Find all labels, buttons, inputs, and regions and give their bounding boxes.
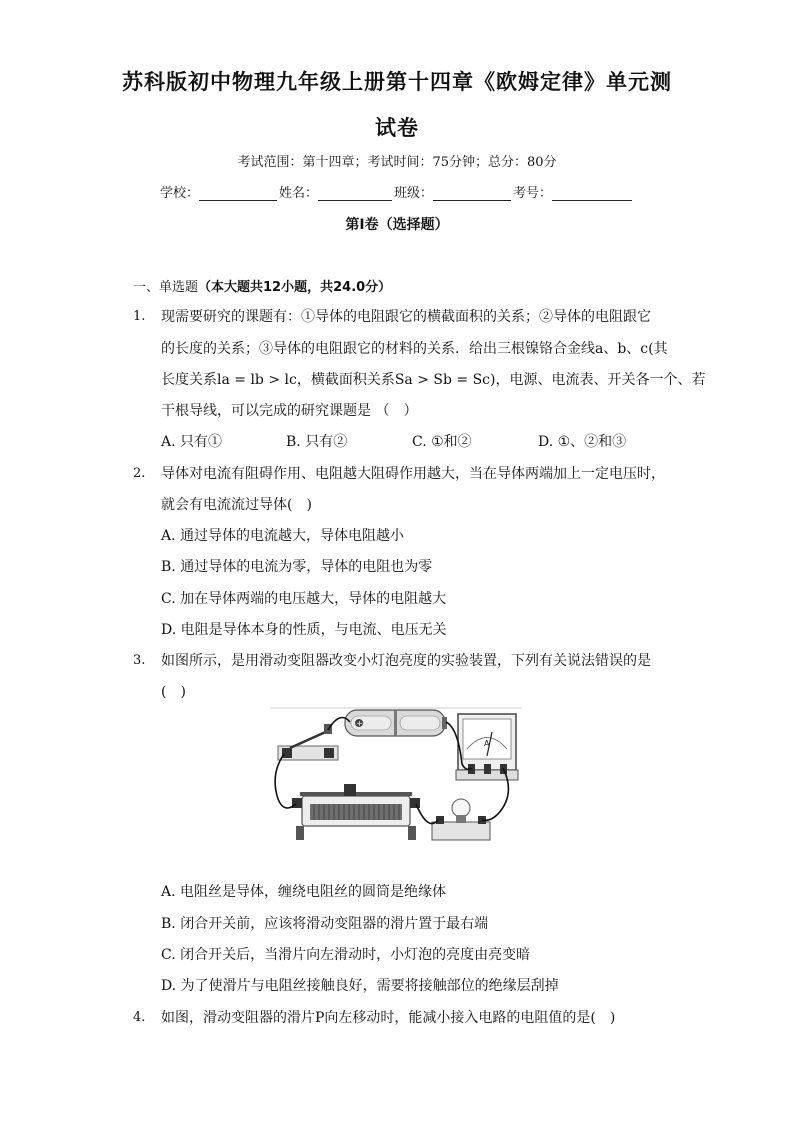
ammeter bbox=[456, 714, 518, 780]
document-title-line2: 试卷 bbox=[375, 116, 419, 140]
question-1-line-4: 干根导线，可以完成的研究课题是 （ ） bbox=[161, 403, 418, 419]
question-1-option-b[interactable]: B. 只有② bbox=[286, 434, 348, 450]
question-number: 2. bbox=[133, 466, 146, 481]
question-4-line-1: 如图，滑动变阻器的滑片P向左移动时，能减小接入电路的电阻值的是( ) bbox=[161, 1010, 616, 1026]
question-2-option-b[interactable]: B. 通过导体的电流为零，导体的电阻也为零 bbox=[161, 559, 433, 575]
question-3-option-a[interactable]: A. 电阻丝是导体，缠绕电阻丝的圆筒是绝缘体 bbox=[161, 884, 447, 900]
circuit-apparatus-figure bbox=[270, 704, 522, 852]
question-1-option-c[interactable]: C. ①和② bbox=[412, 434, 472, 450]
number-label: 考号： bbox=[513, 186, 553, 201]
question-1-line-1: 现需要研究的课题有：①导体的电阻跟它的横截面积的关系；②导体的电阻跟它 bbox=[161, 309, 651, 325]
battery-pack bbox=[345, 710, 447, 736]
question-number: 3. bbox=[133, 653, 146, 668]
question-3-option-c[interactable]: C. 闭合开关后，当滑片向左滑动时，小灯泡的亮度由亮变暗 bbox=[161, 947, 531, 963]
number-blank[interactable] bbox=[552, 186, 632, 201]
name-label: 姓名： bbox=[278, 186, 318, 201]
question-3-option-b[interactable]: B. 闭合开关前，应该将滑动变阻器的滑片置于最右端 bbox=[161, 916, 489, 932]
document-title-line1: 苏科版初中物理九年级上册第十四章《欧姆定律》单元测 bbox=[122, 70, 672, 94]
school-label: 学校： bbox=[159, 186, 199, 201]
question-3-option-d[interactable]: D. 为了使滑片与电阻丝接触良好，需要将接触部位的绝缘层刮掉 bbox=[161, 978, 559, 994]
question-1-option-d[interactable]: D. ①、②和③ bbox=[538, 434, 627, 450]
question-2-option-c[interactable]: C. 加在导体两端的电压越大，导体的电阻越大 bbox=[161, 591, 447, 607]
question-number: 4. bbox=[133, 1010, 146, 1025]
section-label: 一、单选题 bbox=[133, 280, 199, 295]
class-blank[interactable] bbox=[433, 186, 511, 201]
battery-plus-label: + bbox=[356, 719, 363, 728]
exam-info: 考试范围：第十四章；考试时间：75分钟；总分：80分 bbox=[237, 155, 557, 170]
question-1-option-a[interactable]: A. 只有① bbox=[161, 434, 223, 450]
class-label: 班级： bbox=[394, 186, 434, 201]
school-blank[interactable] bbox=[199, 186, 277, 201]
question-2-option-d[interactable]: D. 电阻是导体本身的性质，与电流、电压无关 bbox=[161, 622, 447, 638]
section-heading bbox=[133, 276, 391, 295]
sliding-rheostat bbox=[292, 784, 420, 840]
question-1-line-2: 的长度的关系；③导体的电阻跟它的材料的关系．给出三根镍铬合金线a、b、c(其 bbox=[161, 341, 668, 357]
name-blank[interactable] bbox=[318, 186, 392, 201]
question-1-line-3: 长度关系la = lb > lc，横截面积关系Sa > Sb = Sc)，电源、电流表、开关各一个、若 bbox=[161, 372, 706, 388]
question-3-line-2: ( ) bbox=[161, 684, 186, 700]
question-2-option-a[interactable]: A. 通过导体的电流越大，导体电阻越小 bbox=[161, 528, 405, 544]
ammeter-label: A bbox=[484, 739, 490, 748]
light-bulb bbox=[432, 799, 490, 840]
section-detail: （本大题共12小题，共24.0分） bbox=[198, 280, 392, 295]
question-2-line-1: 导体对电流有阻碍作用、电阻越大阻碍作用越大，当在导体两端加上一定电压时， bbox=[161, 466, 665, 482]
question-3-line-1: 如图所示，是用滑动变阻器改变小灯泡亮度的实验装置，下列有关说法错误的是 bbox=[161, 653, 651, 669]
question-2-line-2: 就会有电流流过导体( ) bbox=[161, 497, 312, 513]
student-info-row bbox=[0, 182, 794, 201]
question-number: 1. bbox=[133, 309, 146, 324]
volume-title: 第Ⅰ卷（选择题） bbox=[345, 217, 449, 233]
